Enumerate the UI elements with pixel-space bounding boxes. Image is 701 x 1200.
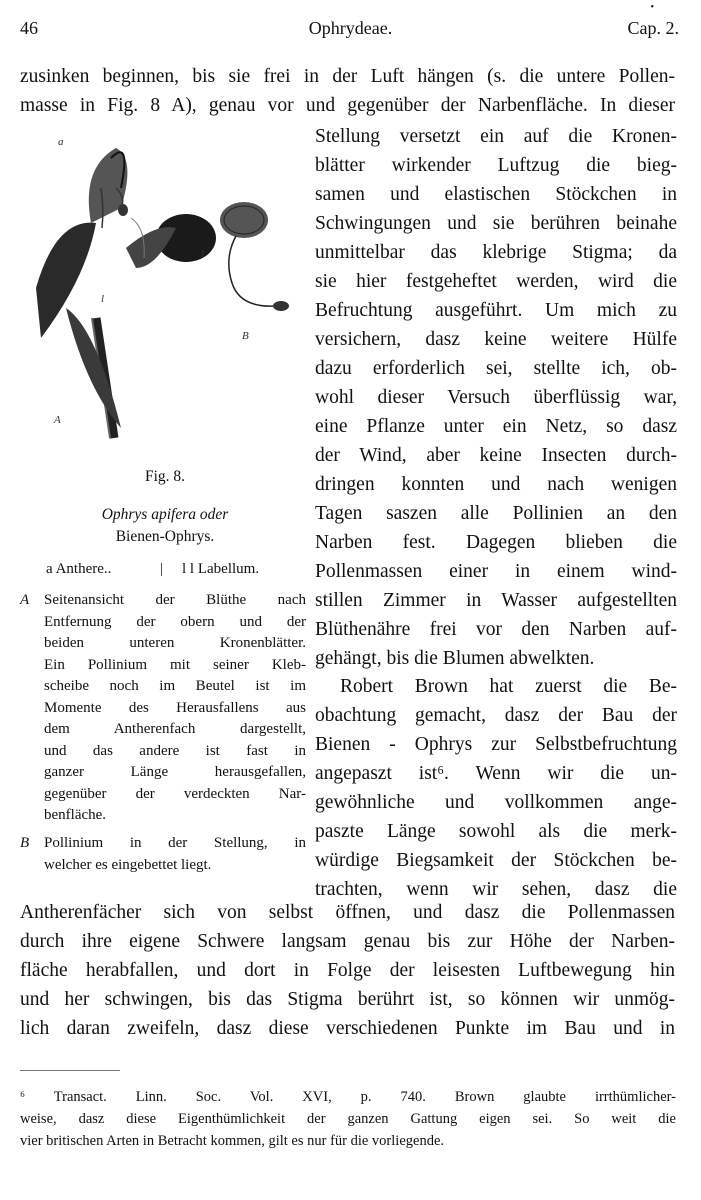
legend-line: Momente des Herausfallens aus xyxy=(44,699,306,716)
body-line: Bienen - Ophrys zur Selbstbefruchtung xyxy=(315,734,677,755)
legend-line: Pollinium in der Stellung, in xyxy=(44,835,306,851)
figure-number: Fig. 8. xyxy=(144,468,186,485)
print-mark: • xyxy=(650,2,654,13)
body-line: wohl dieser Versuch überflüssig war, xyxy=(315,387,677,408)
legend-separator: | xyxy=(160,561,164,577)
legend-labellum: l l Labellum. xyxy=(182,561,260,577)
legend-A-letter: A xyxy=(20,592,30,608)
body-line: Stellung versetzt ein auf die Kronen- xyxy=(315,126,677,147)
body-line: lich daran zweifeln, dasz diese verschiedenen Punkte im Bau und in xyxy=(20,1018,675,1039)
legend-A-text xyxy=(44,590,306,827)
footnote-line: ⁶ Transact. Linn. Soc. Vol. XVI, p. 740. Brown glaubte irrthümlicher- xyxy=(20,1089,676,1105)
body-line: und her schwingen, bis das Stigma berührt ist, so können wir unmög- xyxy=(20,989,675,1010)
chapter-label: Cap. 2. xyxy=(627,18,679,38)
body-line: fläche herabfallen, und dort in Folge der leisesten Luftbewegung hin xyxy=(20,960,675,981)
label-l2: l xyxy=(101,293,105,305)
body-line: gewöhnliche und vollkommen ange- xyxy=(315,792,677,813)
legend-line: beiden unteren Kronenblätter. xyxy=(44,635,306,651)
figure-common-name: Bienen-Ophrys. xyxy=(115,528,215,545)
label-a: a xyxy=(58,136,64,148)
body-line: eine Pflanze unter ein Netz, so dasz xyxy=(315,416,677,437)
legend-B-letter: B xyxy=(20,835,30,851)
legend-line: Ein Pollinium mit seiner Kleb- xyxy=(44,656,306,673)
body-line: würdige Biegsamkeit der Stöckchen be- xyxy=(315,850,677,871)
body-line: samen und elastischen Stöckchen in xyxy=(315,184,677,205)
body-line: trachten, wenn wir sehen, dasz die xyxy=(315,879,677,900)
body-line: dazu erforderlich sei, stellte ich, ob- xyxy=(315,358,677,379)
label-l1: l xyxy=(201,248,205,260)
body-line: blätter wirkender Luftzug die bieg- xyxy=(315,155,677,176)
body-line: durch ihre eigene Schwere langsam genau bis zur Höhe der Narben- xyxy=(20,931,675,952)
orchid-illustration xyxy=(26,128,306,448)
body-line: Tagen saszen alle Pollinien an den xyxy=(315,503,677,524)
body-line: der Wind, aber keine Insecten durch- xyxy=(315,445,677,466)
label-A: A xyxy=(54,414,61,426)
legend-line: Entfernung der obern und der xyxy=(44,613,306,630)
body-line: Befruchtung ausgeführt. Um mich zu xyxy=(315,300,677,321)
footnote xyxy=(20,1086,676,1152)
ophrys-drawing xyxy=(26,128,306,448)
body-line: versichern, dasz keine weitere Hülfe xyxy=(315,329,677,350)
footnote-rule xyxy=(20,1070,120,1071)
figure-species: Ophrys apifera oder xyxy=(101,506,229,523)
body-line: unmittelbar das klebrige Stigma; da xyxy=(315,242,677,263)
body-line: obachtung gemacht, dasz der Bau der xyxy=(315,705,677,726)
body-line: gehängt, bis die Blumen abwelkten. xyxy=(315,648,595,669)
legend-line: welcher es eingebettet liegt. xyxy=(44,856,212,873)
body-line: Robert Brown hat zuerst die Be- xyxy=(340,676,677,697)
legend-line: benfläche. xyxy=(44,807,107,823)
body-line: stillen Zimmer in Wasser aufgestellten xyxy=(315,590,677,611)
running-title: Ophrydeae. xyxy=(308,18,393,38)
legend-line: Seitenansicht der Blüthe nach xyxy=(44,592,306,608)
body-line: Narben fest. Dagegen blieben die xyxy=(315,532,677,553)
body-line: paszte Länge sowohl als die merk- xyxy=(315,821,677,842)
body-line: Blüthenähre frei vor den Narben auf- xyxy=(315,619,677,640)
body-line: masse in Fig. 8 A), genau vor und gegenüber der Narbenfläche. In dieser xyxy=(20,95,675,116)
legend-B-text xyxy=(44,833,306,876)
body-line: zusinken beginnen, bis sie frei in der Luft hängen (s. die untere Pollen- xyxy=(20,66,675,87)
legend-line: ganzer Länge herausgefallen, xyxy=(44,764,306,780)
label-B: B xyxy=(242,330,249,342)
page-number: 46 xyxy=(20,18,38,38)
body-line: Schwingungen und sie berühren beinahe xyxy=(315,213,677,234)
body-line: Pollenmassen einer in einem wind- xyxy=(315,561,677,582)
body-line: Antherenfächer sich von selbst öffnen, und dasz die Pollenmassen xyxy=(20,902,675,923)
body-line: sie hier festgeheftet werden, wird die xyxy=(315,271,677,292)
footnote-line: weise, dasz diese Eigenthümlichkeit der ganzen Gattung eigen sei. So weit die xyxy=(20,1111,676,1127)
legend-anthere: a Anthere.. xyxy=(46,561,112,577)
body-line: dringen konnten und nach wenigen xyxy=(315,474,677,495)
legend-line: gegenüber der verdeckten Nar- xyxy=(44,785,306,802)
legend-line: und das andere ist fast in xyxy=(44,742,306,759)
legend-line: dem Antherenfach dargestellt, xyxy=(44,721,306,737)
body-line: angepaszt ist⁶. Wenn wir die un- xyxy=(315,763,677,784)
footnote-line: vier britischen Arten in Betracht kommen, gilt es nur für die vorliegende. xyxy=(20,1133,445,1149)
legend-line: scheibe noch im Beutel ist im xyxy=(44,678,306,694)
